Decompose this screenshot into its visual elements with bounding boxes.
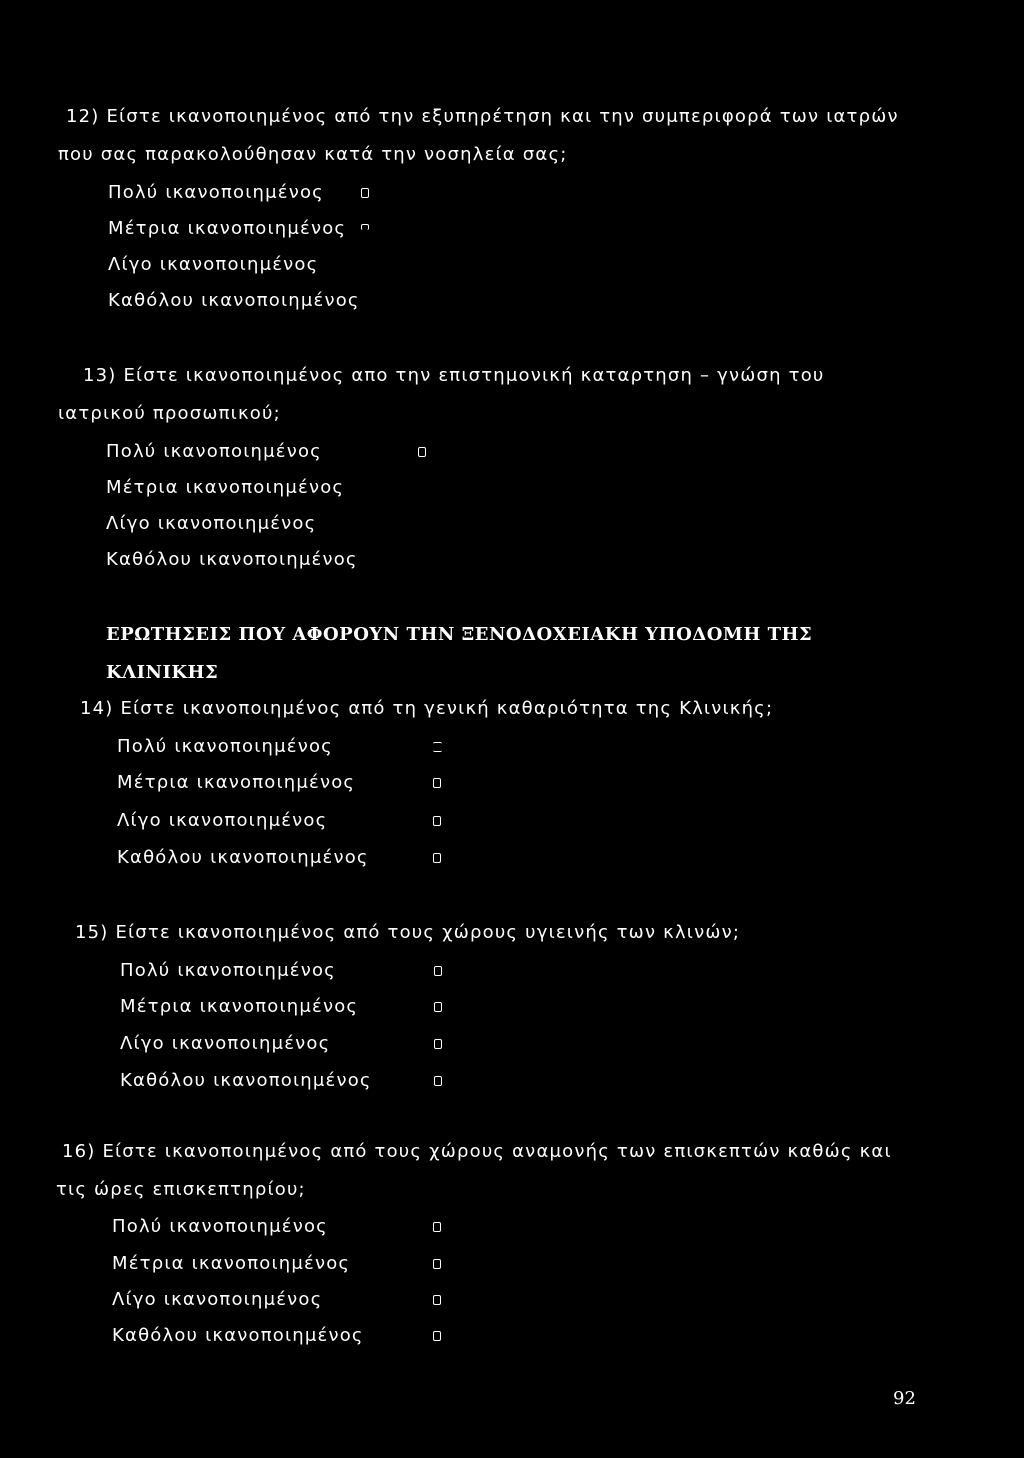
- q14-checkbox-none[interactable]: [433, 853, 441, 863]
- q16-checkbox-none[interactable]: [433, 1331, 441, 1341]
- question-12-text-line-1: 12) Είστε ικανοποιημένος από την εξυπηρέτηση και την συμπεριφορά των ιατρών: [66, 106, 899, 127]
- question-12-text-line-2: που σας παρακολούθησαν κατά την νοσηλεία σας;: [58, 144, 568, 165]
- section-heading-line-1: ΕΡΩΤΗΣΕΙΣ ΠΟΥ ΑΦΟΡΟΥΝ ΤΗΝ ΞΕΝΟΔΟΧΕΙΑΚΗ ΥΠΟΔΟΜΗ ΤΗΣ: [106, 624, 813, 645]
- q12-checkbox-moderate[interactable]: [361, 224, 369, 230]
- question-13-text-line-1: 13) Είστε ικανοποιημένος απο την επιστημονική καταρτηση – γνώση του: [83, 365, 825, 386]
- q14-option-none: Καθόλου ικανοποιημένος: [117, 847, 369, 868]
- q12-checkbox-very[interactable]: [361, 188, 369, 198]
- q14-option-very: Πολύ ικανοποιημένος: [117, 736, 333, 757]
- q16-checkbox-very[interactable]: [433, 1222, 441, 1232]
- q16-option-little: Λίγο ικανοποιημένος: [112, 1289, 323, 1310]
- q16-option-very: Πολύ ικανοποιημένος: [112, 1216, 328, 1237]
- q15-option-little: Λίγο ικανοποιημένος: [120, 1033, 331, 1054]
- q12-option-little: Λίγο ικανοποιημένος: [108, 254, 319, 275]
- q14-option-moderate: Μέτρια ικανοποιημένος: [117, 772, 356, 793]
- q14-checkbox-little[interactable]: [433, 816, 441, 826]
- q12-option-very: Πολύ ικανοποιημένος: [108, 182, 324, 203]
- q15-option-moderate: Μέτρια ικανοποιημένος: [120, 996, 359, 1017]
- page-number: 92: [893, 1388, 916, 1409]
- q13-option-little: Λίγο ικανοποιημένος: [106, 513, 317, 534]
- question-15-text: 15) Είστε ικανοποιημένος από τους χώρους υγιεινής των κλινών;: [75, 922, 741, 943]
- q15-checkbox-very[interactable]: [434, 966, 442, 976]
- q15-checkbox-little[interactable]: [434, 1039, 442, 1049]
- q14-option-little: Λίγο ικανοποιημένος: [117, 810, 328, 831]
- q14-checkbox-very[interactable]: [433, 742, 442, 752]
- question-13-text-line-2: ιατρικού προσωπικού;: [58, 403, 281, 424]
- q15-checkbox-moderate[interactable]: [434, 1002, 442, 1012]
- q13-option-none: Καθόλου ικανοποιημένος: [106, 549, 358, 570]
- q13-option-moderate: Μέτρια ικανοποιημένος: [106, 477, 345, 498]
- question-14-text: 14) Είστε ικανοποιημένος από τη γενική καθαριότητα της Κλινικής;: [80, 698, 774, 719]
- q15-checkbox-none[interactable]: [434, 1076, 442, 1086]
- q12-option-moderate: Μέτρια ικανοποιημένος: [108, 218, 347, 239]
- question-16-text-line-1: 16) Είστε ικανοποιημένος από τους χώρους αναμονής των επισκεπτών καθώς και: [62, 1141, 892, 1162]
- q15-option-very: Πολύ ικανοποιημένος: [120, 960, 336, 981]
- q15-option-none: Καθόλου ικανοποιημένος: [120, 1070, 372, 1091]
- q16-checkbox-moderate[interactable]: [433, 1259, 441, 1269]
- q13-checkbox-very[interactable]: [418, 447, 426, 457]
- q13-option-very: Πολύ ικανοποιημένος: [106, 441, 322, 462]
- q14-checkbox-moderate[interactable]: [433, 778, 441, 788]
- question-16-text-line-2: τις ώρες επισκεπτηρίου;: [56, 1179, 306, 1200]
- q16-checkbox-little[interactable]: [433, 1295, 441, 1305]
- q16-option-none: Καθόλου ικανοποιημένος: [112, 1325, 364, 1346]
- q12-option-none: Καθόλου ικανοποιημένος: [108, 290, 360, 311]
- q16-option-moderate: Μέτρια ικανοποιημένος: [112, 1253, 351, 1274]
- section-heading-line-2: ΚΛΙΝΙΚΗΣ: [106, 662, 219, 683]
